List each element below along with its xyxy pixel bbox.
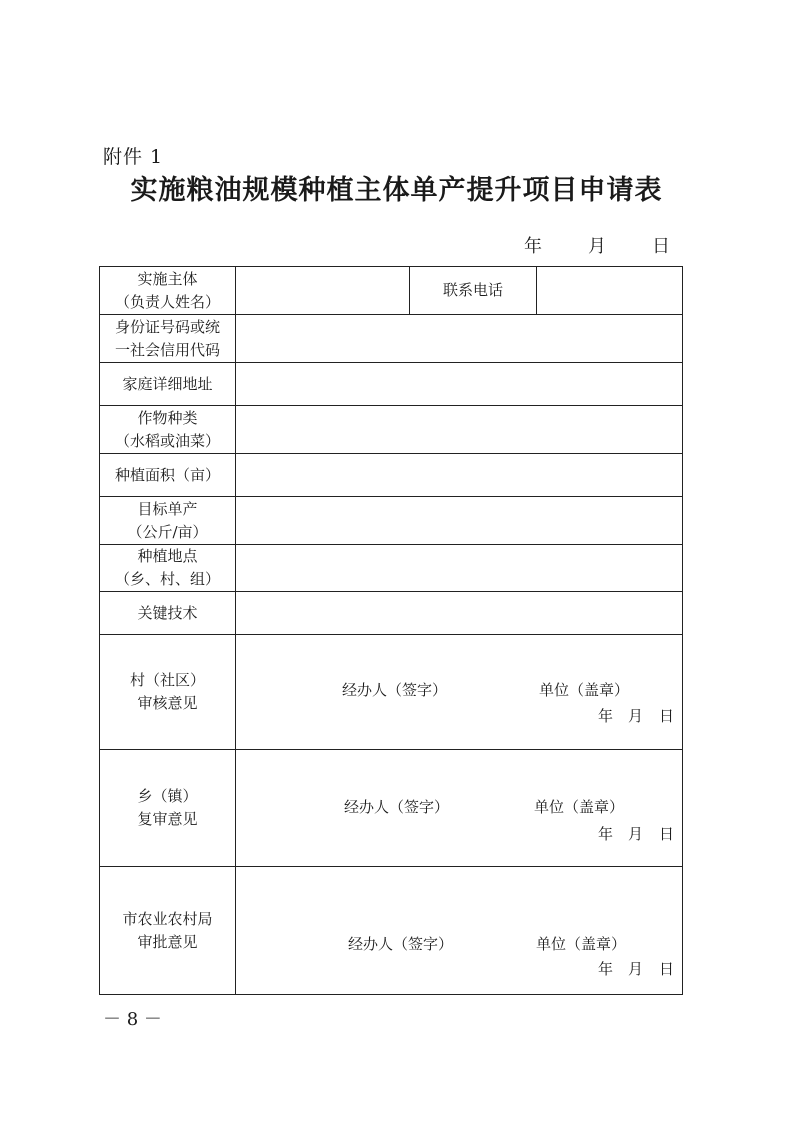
applicant-field[interactable] [236, 267, 410, 315]
village-label: 村（社区） 审核意见 [100, 635, 236, 750]
address-field[interactable] [236, 363, 683, 406]
target-yield-label: 目标单产 （公斤/亩） [100, 497, 236, 545]
area-label: 种植面积（亩） [100, 454, 236, 497]
target-yield-field[interactable] [236, 497, 683, 545]
address-label: 家庭详细地址 [100, 363, 236, 406]
row-township-opinion [100, 750, 683, 867]
row-address [100, 363, 683, 406]
applicant-label: 实施主体 （负责人姓名） [100, 267, 236, 315]
row-bureau-opinion [100, 867, 683, 995]
row-key-tech [100, 592, 683, 635]
header-date-month: 月 [588, 236, 606, 257]
key-tech-label: 关键技术 [100, 592, 236, 635]
location-field[interactable] [236, 545, 683, 592]
village-handler-sign: 经办人（签字） [342, 681, 448, 699]
village-date-month: 月 [628, 707, 644, 725]
header-date-day: 日 [652, 236, 670, 257]
bureau-date-day: 日 [659, 960, 675, 978]
village-opinion-field[interactable] [236, 635, 683, 750]
crop-type-label: 作物种类 （水稻或油菜） [100, 406, 236, 454]
form-title: 实施粮油规模种植主体单产提升项目申请表 [130, 175, 663, 206]
row-village-opinion [100, 635, 683, 750]
id-code-label: 身份证号码或统 一社会信用代码 [100, 315, 236, 363]
page-number: － 8 － [103, 1009, 162, 1030]
township-date-year: 年 [598, 825, 614, 843]
bureau-date-year: 年 [598, 960, 614, 978]
row-area [100, 454, 683, 497]
header-date [0, 232, 793, 256]
township-date-day: 日 [659, 825, 675, 843]
phone-label: 联系电话 [410, 267, 537, 315]
township-unit-seal: 单位（盖章） [534, 798, 625, 816]
bureau-date-month: 月 [628, 960, 644, 978]
bureau-handler-sign: 经办人（签字） [348, 935, 454, 953]
township-date-month: 月 [628, 825, 644, 843]
township-opinion-field[interactable] [236, 750, 683, 867]
village-date-day: 日 [659, 707, 675, 725]
key-tech-field[interactable] [236, 592, 683, 635]
id-code-field[interactable] [236, 315, 683, 363]
row-crop-type [100, 406, 683, 454]
row-location [100, 545, 683, 592]
bureau-label: 市农业农村局 审批意见 [100, 867, 236, 995]
bureau-opinion-field[interactable] [236, 867, 683, 995]
phone-field[interactable] [537, 267, 683, 315]
location-label: 种植地点 （乡、村、组） [100, 545, 236, 592]
application-form-table [99, 266, 683, 995]
attachment-label: 附件 1 [103, 146, 164, 168]
area-field[interactable] [236, 454, 683, 497]
row-id-code [100, 315, 683, 363]
bureau-unit-seal: 单位（盖章） [536, 935, 627, 953]
village-unit-seal: 单位（盖章） [539, 681, 630, 699]
header-date-year: 年 [524, 236, 542, 257]
crop-type-field[interactable] [236, 406, 683, 454]
township-label: 乡（镇） 复审意见 [100, 750, 236, 867]
row-applicant [100, 267, 683, 315]
village-date-year: 年 [598, 707, 614, 725]
row-target-yield [100, 497, 683, 545]
township-handler-sign: 经办人（签字） [344, 798, 450, 816]
